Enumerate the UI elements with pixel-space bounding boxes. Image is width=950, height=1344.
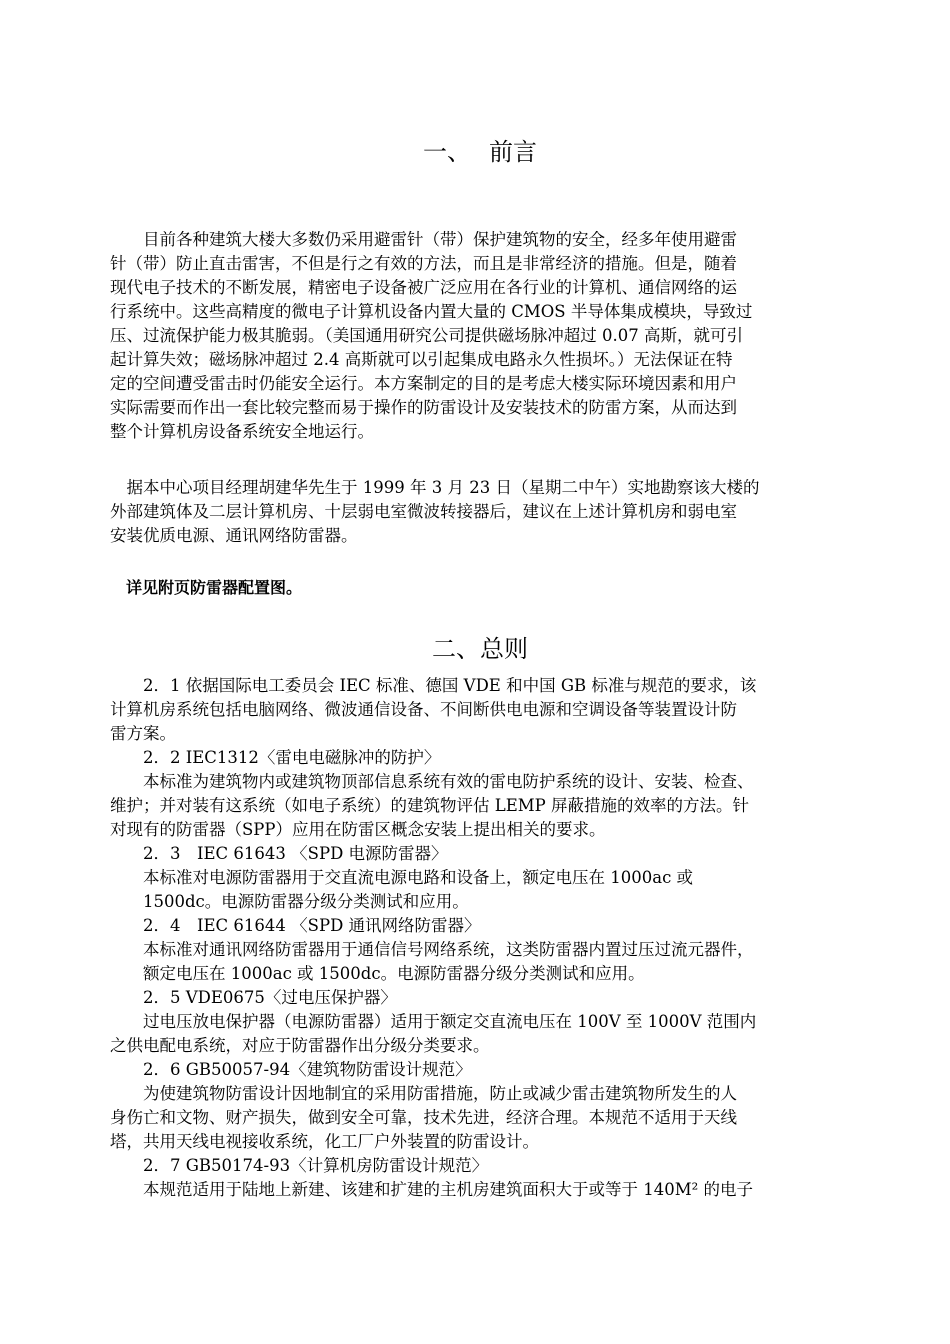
- text-line: 之供电配电系统，对应于防雷器作出分级分类要求。: [110, 1036, 490, 1055]
- section-1-number: 一、: [423, 138, 471, 166]
- text-line: 目前各种建筑大楼大多数仍采用避雷针（带）保护建筑物的安全，经多年使用避雷: [110, 230, 737, 249]
- text-line: 维护；并对装有这系统（如电子系统）的建筑物评估 LEMP 屏蔽措施的效率的方法。针: [110, 796, 749, 815]
- text-line: 过电压放电保护器（电源防雷器）适用于额定交直流电压在 100V 至 1000V 范围内: [110, 1012, 757, 1031]
- section-1-heading: [110, 137, 850, 167]
- text-line: 定的空间遭受雷击时仍能安全运行。本方案制定的目的是考虑大楼实际环境因素和用户: [110, 374, 737, 393]
- text-line: 起计算失效；磁场脉冲超过 2.4 高斯就可以引起集成电路永久性损坏。）无法保证在特: [110, 350, 733, 369]
- text-line: 塔，共用天线电视接收系统，化工厂户外装置的防雷设计。: [110, 1132, 539, 1151]
- text-line: 2．3 IEC 61643 〈SPD 电源防雷器〉: [110, 844, 448, 863]
- section-1-note: 详见附页防雷器配置图。: [110, 578, 303, 597]
- text-line: 压、过流保护能力极其脆弱。（美国通用研究公司提供磁场脉冲超过 0.07 高斯，就可引: [110, 326, 743, 345]
- text-line: 2．7 GB50174-93〈计算机房防雷设计规范〉: [110, 1156, 489, 1175]
- text-line: 行系统中。这些高精度的微电子计算机设备内置大量的 CMOS 半导体集成模块，导致过: [110, 302, 753, 321]
- section-1-title: 前言: [489, 138, 537, 166]
- section-2-heading: 二、总则: [432, 635, 528, 663]
- section-2-body: [110, 674, 850, 1202]
- text-line: 整个计算机房设备系统安全地运行。: [110, 422, 374, 441]
- text-line: 为使建筑物防雷设计因地制宜的采用防雷措施，防止或减少雷击建筑物所发生的人: [110, 1084, 737, 1103]
- text-line: 现代电子技术的不断发展，精密电子设备被广泛应用在各行业的计算机、通信网络的运: [110, 278, 737, 297]
- text-line: 针（带）防止直击雷害，不但是行之有效的方法，而且是非常经济的措施。但是，随着: [110, 254, 737, 273]
- section-1-paragraph-2: [110, 476, 850, 548]
- text-line: 1500dc。电源防雷器分级分类测试和应用。: [110, 892, 469, 911]
- text-line: 计算机房系统包括电脑网络、微波通信设备、不间断供电电源和空调设备等装置设计防: [110, 700, 737, 719]
- text-line: 据本中心项目经理胡建华先生于 1999 年 3 月 23 日（星期二中午）实地勘察该大楼的: [110, 478, 760, 497]
- text-line: 2．5 VDE0675〈过电压保护器〉: [110, 988, 397, 1007]
- text-line: 2．1 依据国际电工委员会 IEC 标准、德国 VDE 和中国 GB 标准与规范的要求，该: [110, 676, 757, 695]
- section-1-paragraph-1: [110, 228, 850, 444]
- text-line: 本规范适用于陆地上新建、该建和扩建的主机房建筑面积大于或等于 140M² 的电子: [110, 1180, 753, 1199]
- text-line: 实际需要而作出一套比较完整而易于操作的防雷设计及安装技术的防雷方案，从而达到: [110, 398, 737, 417]
- text-line: 身伤亡和文物、财产损失，做到安全可靠，技术先进，经济合理。本规范不适用于天线: [110, 1108, 737, 1127]
- text-line: 本标准对电源防雷器用于交直流电源电路和设备上，额定电压在 1000ac 或: [110, 868, 694, 887]
- text-line: 2．6 GB50057-94〈建筑物防雷设计规范〉: [110, 1060, 472, 1079]
- text-line: 外部建筑体及二层计算机房、十层弱电室微波转接器后，建议在上述计算机房和弱电室: [110, 502, 737, 521]
- text-line: 本标准为建筑物内或建筑物顶部信息系统有效的雷电防护系统的设计、安装、检查、: [110, 772, 754, 791]
- text-line: 雷方案。: [110, 724, 176, 743]
- text-line: 2．4 IEC 61644 〈SPD 通讯网络防雷器〉: [110, 916, 481, 935]
- text-line: 安装优质电源、通讯网络防雷器。: [110, 526, 358, 545]
- text-line: 额定电压在 1000ac 或 1500dc。电源防雷器分级分类测试和应用。: [110, 964, 645, 983]
- text-line: 本标准对通讯网络防雷器用于通信信号网络系统，这类防雷器内置过压过流元器件，: [110, 940, 754, 959]
- text-line: 2．2 IEC1312〈雷电电磁脉冲的防护〉: [110, 748, 441, 767]
- text-line: 对现有的防雷器（SPP）应用在防雷区概念安装上提出相关的要求。: [110, 820, 606, 839]
